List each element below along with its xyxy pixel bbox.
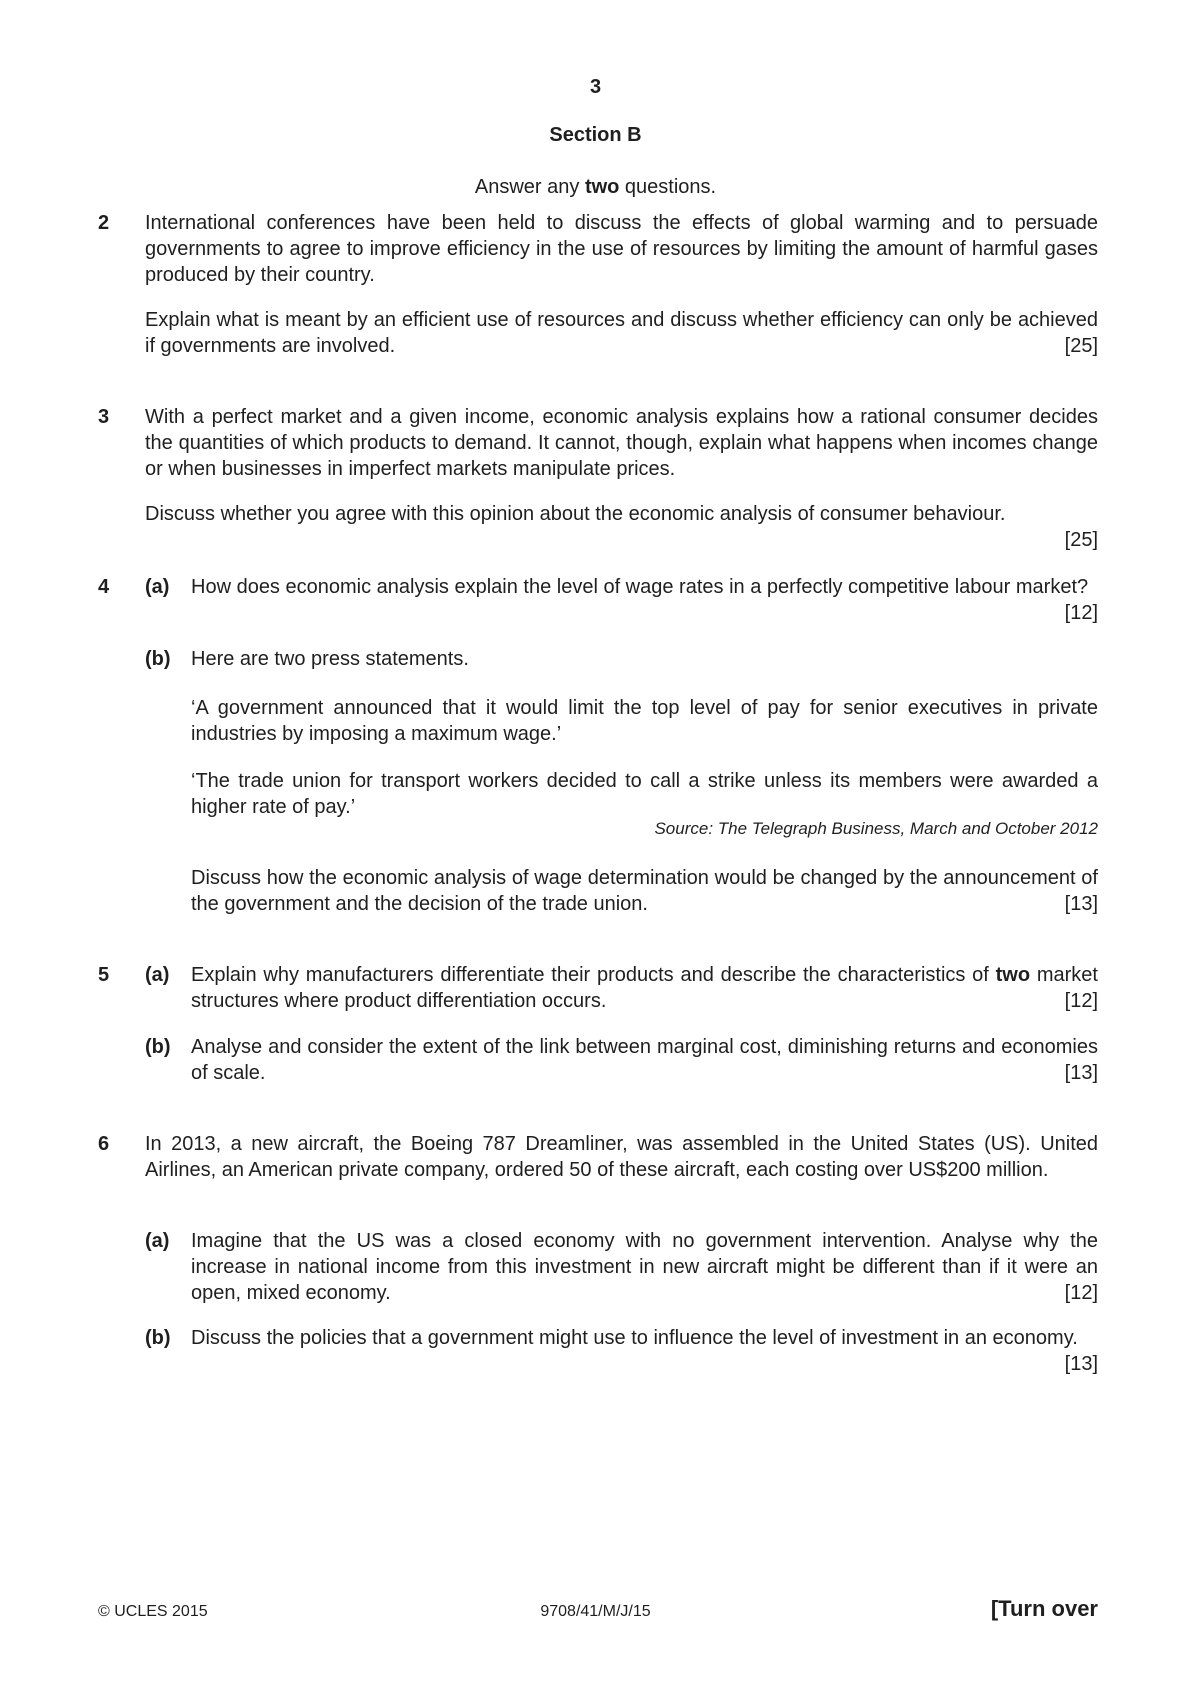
question-4a <box>191 574 1098 626</box>
question-4a-text: How does economic analysis explain the level of wage rates in a perfectly competitive labour market? <box>191 576 1089 598</box>
question-4b-marks: [13] <box>1064 893 1098 915</box>
question-number-6: 6 <box>98 1133 110 1155</box>
question-number-2: 2 <box>98 212 110 234</box>
question-4a-label: (a) <box>145 576 170 598</box>
question-5b <box>191 1034 1098 1086</box>
instruction-bold: two <box>584 176 620 198</box>
question-2-task <box>145 307 1098 359</box>
question-4b-quote-2: ‘The trade union for transport workers decided to call a strike unless its members were awarded a higher rate of pay.’ <box>191 770 1098 818</box>
question-4b-task-text: Discuss how the economic analysis of wage determination would be changed by the announcement of the government and the decision of the trade union. <box>191 867 1098 915</box>
question-6a-marks: [12] <box>1064 1282 1098 1304</box>
question-5b-marks: [13] <box>1064 1062 1098 1084</box>
question-number-5: 5 <box>98 964 110 986</box>
question-3-marks: [25] <box>1064 529 1098 551</box>
section-title: Section B <box>549 124 642 146</box>
page-number: 3 <box>589 76 602 98</box>
question-2-intro: International conferences have been held to discuss the effects of global warming and to persuade governments to agree to improve efficiency in the use of resources by limiting the amount of harmful gases produced by their country. <box>145 212 1098 286</box>
question-4a-marks: [12] <box>1064 602 1098 624</box>
question-6b-marks: [13] <box>1064 1353 1098 1375</box>
question-6b-label: (b) <box>145 1327 171 1349</box>
question-3-intro: With a perfect market and a given income, economic analysis explains how a rational consumer decides the quantities of which products to demand. It cannot, though, explain what happens when incomes change or when businesses in imperfect markets manipulate prices. <box>145 406 1098 480</box>
question-5b-label: (b) <box>145 1036 171 1058</box>
question-number-3: 3 <box>98 406 110 428</box>
instruction <box>0 176 1191 199</box>
question-4b-quote-1: ‘A government announced that it would limit the top level of pay for senior executives in private industries by imposing a maximum wage.’ <box>191 697 1098 745</box>
question-6a-label: (a) <box>145 1230 170 1252</box>
footer-copyright: © UCLES 2015 <box>98 1603 208 1620</box>
question-4b-intro: Here are two press statements. <box>191 648 469 670</box>
footer-turn-over: [Turn over <box>990 1596 1098 1621</box>
question-2-marks: [25] <box>1064 335 1098 357</box>
question-5a <box>191 962 1098 1014</box>
question-5b-text: Analyse and consider the extent of the link between marginal cost, diminishing returns and economies of scale. <box>191 1036 1098 1084</box>
question-5a-marks: [12] <box>1064 990 1098 1012</box>
question-6b-text: Discuss the policies that a government might use to influence the level of investment in an economy. <box>191 1327 1078 1349</box>
instruction-pre: Answer any <box>474 176 585 198</box>
question-6b <box>191 1325 1098 1377</box>
question-2-task-text: Explain what is meant by an efficient use of resources and discuss whether efficiency can only be achieved if governments are involved. <box>145 309 1098 357</box>
question-4b-source: Source: The Telegraph Business, March and October 2012 <box>654 819 1098 838</box>
question-5a-text-post: market structures where product differentiation occurs. <box>191 964 1098 1012</box>
question-4b-label: (b) <box>145 648 171 670</box>
question-number-4: 4 <box>98 576 110 598</box>
question-4b-task <box>191 865 1098 917</box>
instruction-post: questions. <box>619 176 717 198</box>
question-5a-text-bold: two <box>995 964 1031 986</box>
footer-paper-code: 9708/41/M/J/15 <box>540 1603 651 1620</box>
question-6a <box>191 1228 1098 1306</box>
question-6a-text: Imagine that the US was a closed economy with no government intervention. Analyse why the increase in national income from this investment in new aircraft might be different than if it were an open, mixed economy. <box>191 1230 1098 1304</box>
question-6-intro: In 2013, a new aircraft, the Boeing 787 Dreamliner, was assembled in the United States (US). United Airlines, an American private company, ordered 50 of these aircraft, each costing over US$200 million. <box>145 1133 1098 1181</box>
question-5a-text-pre: Explain why manufacturers differentiate their products and describe the characteristics of <box>191 964 996 986</box>
question-3-task: Discuss whether you agree with this opinion about the economic analysis of consumer behaviour. <box>145 503 1006 525</box>
question-5a-label: (a) <box>145 964 170 986</box>
